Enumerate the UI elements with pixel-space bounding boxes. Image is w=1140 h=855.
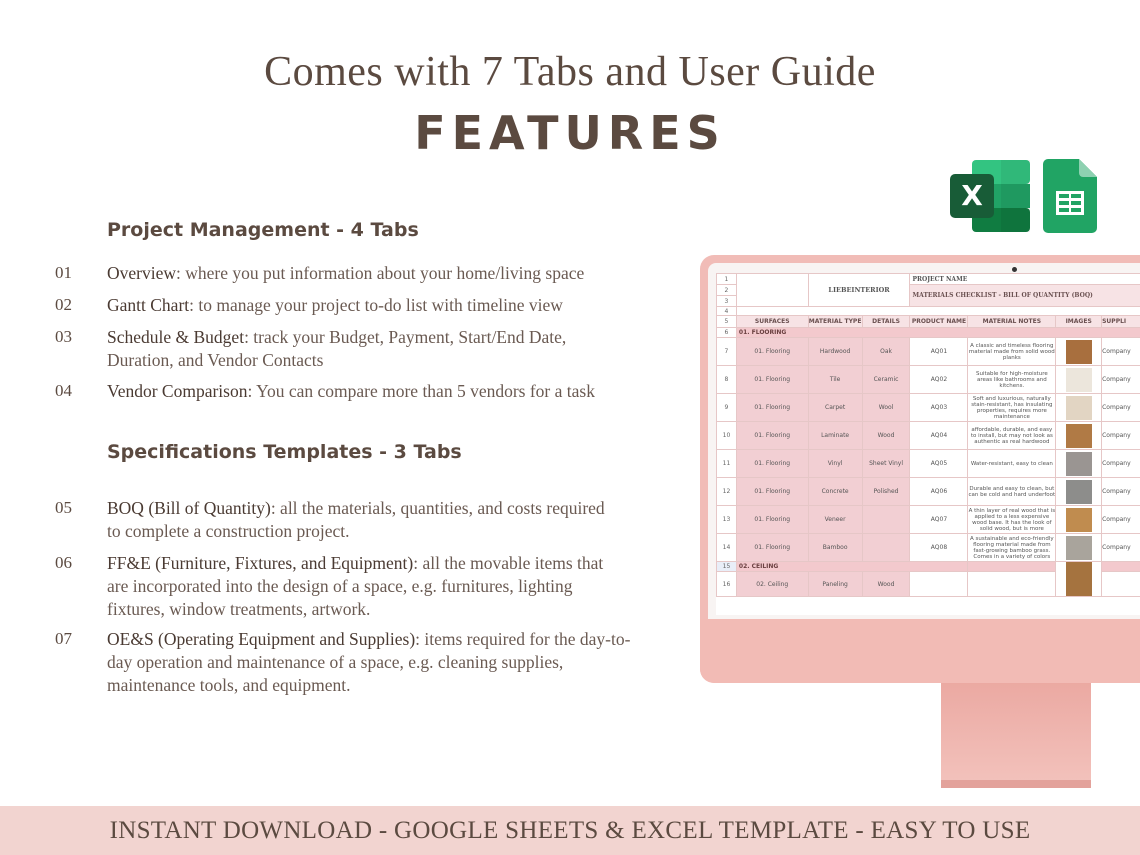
- table-row: [717, 394, 1140, 422]
- material-swatch: [1066, 396, 1092, 420]
- column-header: IMAGES: [1056, 316, 1102, 328]
- details-cell: Wood: [862, 422, 910, 450]
- monitor: [700, 255, 1140, 683]
- row-number: 16: [717, 572, 737, 597]
- sheet-title-cell: MATERIALS CHECKLIST - BILL OF QUANTITY (BOQ): [910, 285, 1140, 307]
- feature-number: 01: [55, 263, 72, 282]
- row-number: 7: [717, 338, 737, 366]
- footer-banner: INSTANT DOWNLOAD - GOOGLE SHEETS & EXCEL TEMPLATE - EASY TO USE: [0, 806, 1140, 855]
- surface-cell: 01. Flooring: [736, 450, 808, 478]
- feature-text: [107, 262, 655, 285]
- image-cell: [1056, 534, 1102, 562]
- supplier-cell: Company: [1102, 478, 1140, 506]
- row-number: 14: [717, 534, 737, 562]
- surface-cell: 01. Flooring: [736, 394, 808, 422]
- row-number: 5: [717, 316, 737, 328]
- feature-number: 05: [55, 498, 72, 517]
- product-cell: [910, 572, 968, 597]
- row-number: 12: [717, 478, 737, 506]
- table-row: [717, 534, 1140, 562]
- feature-name: Gantt Chart: [107, 295, 190, 315]
- product-cell: AQ02: [910, 366, 968, 394]
- details-cell: Ceramic: [862, 366, 910, 394]
- product-cell: AQ01: [910, 338, 968, 366]
- supplier-cell: Company: [1102, 394, 1140, 422]
- row-number: 15: [717, 562, 737, 572]
- monitor-stand-foot: [941, 780, 1091, 788]
- row-number: 3: [717, 296, 737, 307]
- feature-name: Overview: [107, 263, 177, 283]
- feature-item: [55, 552, 655, 621]
- supplier-cell: Company: [1102, 450, 1140, 478]
- feature-number: 06: [55, 553, 72, 572]
- column-header: DETAILS: [862, 316, 910, 328]
- row-number: 6: [717, 328, 737, 338]
- material-type-cell: Bamboo: [808, 534, 862, 562]
- product-cell: AQ05: [910, 450, 968, 478]
- material-type-cell: Vinyl: [808, 450, 862, 478]
- table-row: [717, 478, 1140, 506]
- notes-cell: Durable and easy to clean, but can be cold and hard underfoot: [968, 478, 1056, 506]
- feature-desc: : where you put information about your home/living space: [176, 263, 585, 283]
- image-cell: [1056, 394, 1102, 422]
- supplier-cell: [1102, 572, 1140, 597]
- details-cell: [862, 506, 910, 534]
- image-cell: [1056, 366, 1102, 394]
- row-number: 10: [717, 422, 737, 450]
- surface-cell: 01. Flooring: [736, 338, 808, 366]
- notes-cell: Water-resistant, easy to clean: [968, 450, 1056, 478]
- excel-icon: [950, 160, 1030, 232]
- material-swatch: [1066, 340, 1092, 364]
- material-swatch: [1066, 536, 1092, 560]
- notes-cell: A thin layer of real wood that is applied to a less expensive wood base. It has the look of solid wood, but is more: [968, 507, 1056, 532]
- feature-desc: : You can compare more than 5 vendors for a task: [247, 381, 595, 401]
- notes-cell: affordable, durable, and easy to install, but may not look as authentic as real hardwood: [968, 422, 1056, 450]
- section-row-fill: [1102, 562, 1140, 572]
- project-name-cell: PROJECT NAME: [910, 274, 1140, 285]
- product-cell: AQ04: [910, 422, 968, 450]
- notes-cell: Soft and luxurious, naturally stain-resistant, has insulating properties, requires more maintenance: [968, 394, 1056, 422]
- surface-cell: 01. Flooring: [736, 506, 808, 534]
- spreadsheet-screen: [716, 273, 1140, 615]
- feature-number: 07: [55, 629, 72, 648]
- surface-cell: 01. Flooring: [736, 478, 808, 506]
- feature-text: [107, 497, 607, 543]
- section-heading-specifications: Specifications Templates - 3 Tabs: [107, 441, 462, 463]
- image-cell: [1056, 506, 1102, 534]
- feature-desc: : all the movable items that are incorporated into the design of a space, e.g. furnitures, lighting fixtures, window treatments, artwork.: [107, 553, 604, 619]
- material-type-cell: Laminate: [808, 422, 862, 450]
- feature-number: 02: [55, 295, 72, 314]
- supplier-cell: Company: [1102, 534, 1140, 562]
- table-row: [717, 450, 1140, 478]
- material-swatch: [1066, 480, 1092, 504]
- feature-item: [55, 326, 655, 372]
- section-row-ceiling: 02. CEILING: [736, 562, 968, 572]
- material-swatch: [1066, 508, 1092, 532]
- flooring-rows: [717, 338, 1140, 562]
- details-cell: [862, 534, 910, 562]
- surface-cell: 02. Ceiling: [736, 572, 808, 597]
- monitor-bezel: [708, 263, 1140, 619]
- details-cell: Wool: [862, 394, 910, 422]
- boq-spreadsheet: [716, 273, 1140, 597]
- feature-item: [55, 262, 655, 285]
- row-number: 4: [717, 307, 737, 316]
- feature-text: [107, 326, 627, 372]
- image-cell: [1056, 422, 1102, 450]
- feature-desc: : items required for the day-to-day operation and maintenance of a space, e.g. cleaning supplies, maintenance tools, and equipment.: [107, 629, 631, 695]
- feature-name: Vendor Comparison: [107, 381, 248, 401]
- supplier-cell: Company: [1102, 338, 1140, 366]
- row-number: 2: [717, 285, 737, 296]
- row-number: 8: [717, 366, 737, 394]
- product-cell: AQ03: [910, 394, 968, 422]
- image-cell: [1056, 562, 1102, 597]
- google-sheets-icon: [1043, 159, 1097, 233]
- supplier-cell: Company: [1102, 506, 1140, 534]
- brand-cell: LIEBEINTERIOR: [808, 274, 910, 307]
- feature-item: [55, 380, 655, 403]
- feature-text: [107, 380, 655, 403]
- surface-cell: 01. Flooring: [736, 534, 808, 562]
- surface-cell: 01. Flooring: [736, 422, 808, 450]
- supplier-cell: Company: [1102, 422, 1140, 450]
- feature-name: BOQ (Bill of Quantity): [107, 498, 271, 518]
- product-cell: AQ07: [910, 506, 968, 534]
- blank-row: [736, 307, 1140, 316]
- column-header: SUPPLI: [1102, 316, 1140, 328]
- column-header: MATERIAL TYPE: [808, 316, 862, 328]
- supplier-cell: Company: [1102, 366, 1140, 394]
- material-type-cell: Veneer: [808, 506, 862, 534]
- section-heading-project-management: Project Management - 4 Tabs: [107, 219, 419, 241]
- feature-text: [107, 294, 655, 317]
- feature-number: 03: [55, 327, 72, 346]
- feature-name: Schedule & Budget: [107, 327, 245, 347]
- page-subtitle: Comes with 7 Tabs and User Guide: [264, 49, 876, 95]
- notes-cell: [968, 572, 1056, 597]
- column-header: SURFACES: [736, 316, 808, 328]
- table-row: [717, 422, 1140, 450]
- feature-item: [55, 294, 655, 317]
- notes-cell: A classic and timeless flooring material made from solid wood planks: [968, 338, 1056, 366]
- feature-name: OE&S (Operating Equipment and Supplies): [107, 629, 416, 649]
- feature-name: FF&E (Furniture, Fixtures, and Equipment): [107, 553, 414, 573]
- feature-number: 04: [55, 381, 72, 400]
- notes-cell: A sustainable and eco-friendly flooring material made from fast-growing bamboo grass. Comes in a variety of colors: [968, 534, 1056, 562]
- material-type-cell: Hardwood: [808, 338, 862, 366]
- image-cell: [1056, 450, 1102, 478]
- feature-desc: : to manage your project to-do list with timeline view: [189, 295, 563, 315]
- table-row: [717, 366, 1140, 394]
- feature-desc: : all the materials, quantities, and costs required to complete a construction project.: [107, 498, 605, 541]
- material-swatch: [1066, 368, 1092, 392]
- column-header: MATERIAL NOTES: [968, 316, 1056, 328]
- section-row-fill: [968, 562, 1056, 572]
- monitor-stand: [941, 683, 1091, 788]
- feature-text: [107, 628, 632, 697]
- column-header: PRODUCT NAME: [910, 316, 968, 328]
- feature-text: [107, 552, 627, 621]
- material-type-cell: Paneling: [808, 572, 862, 597]
- feature-item: [55, 497, 655, 543]
- details-cell: Oak: [862, 338, 910, 366]
- material-swatch: [1066, 562, 1092, 596]
- camera-dot: [1012, 267, 1017, 272]
- row-number: 9: [717, 394, 737, 422]
- product-cell: AQ08: [910, 534, 968, 562]
- material-type-cell: Carpet: [808, 394, 862, 422]
- details-cell: Polished: [862, 478, 910, 506]
- feature-item: [55, 628, 655, 697]
- image-cell: [1056, 338, 1102, 366]
- material-swatch: [1066, 452, 1092, 476]
- material-type-cell: Tile: [808, 366, 862, 394]
- surface-cell: 01. Flooring: [736, 366, 808, 394]
- row-number: 13: [717, 506, 737, 534]
- section-row-flooring: 01. FLOORING: [736, 328, 1140, 338]
- product-cell: AQ06: [910, 478, 968, 506]
- page-title: FEATURES: [414, 106, 726, 160]
- blank-cell: [736, 274, 808, 307]
- feature-desc: : track your Budget, Payment, Start/End Date, Duration, and Vendor Contacts: [107, 327, 567, 370]
- row-number: 11: [717, 450, 737, 478]
- details-cell: Sheet Vinyl: [862, 450, 910, 478]
- row-number: 1: [717, 274, 737, 285]
- svg-text:X: X: [961, 179, 983, 212]
- table-row: [717, 506, 1140, 534]
- details-cell: Wood: [862, 572, 910, 597]
- material-type-cell: Concrete: [808, 478, 862, 506]
- notes-cell: Suitable for high-moisture areas like bathrooms and kitchens.: [968, 366, 1056, 394]
- table-row: [717, 338, 1140, 366]
- image-cell: [1056, 478, 1102, 506]
- monitor-chin: [700, 619, 1140, 683]
- material-swatch: [1066, 424, 1092, 448]
